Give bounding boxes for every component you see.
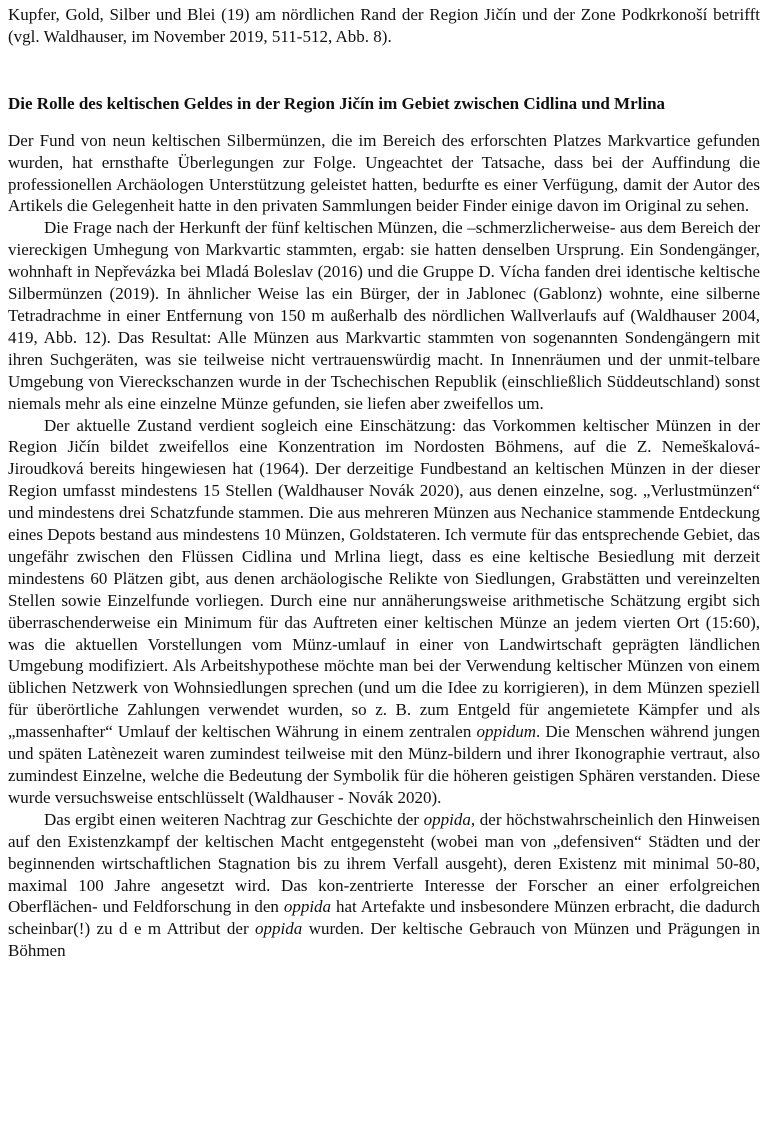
italic-term-oppida-3: oppida (255, 919, 303, 939)
paragraph-4-text-a: Das ergibt einen weiteren Nachtrag zur Geschichte der (44, 809, 419, 829)
body-paragraph-3 (8, 415, 760, 809)
intro-paragraph: Kupfer, Gold, Silber und Blei (19) am nördlichen Rand der Region Jičín und der Zone Podkrkonoší betrifft (vgl. Waldhauser, im November 2019, 511-512, Abb. 8). (8, 5, 760, 46)
italic-term-oppida-2: oppida (283, 897, 332, 917)
section-heading: Die Rolle des keltischen Geldes in der Region Jičín im Gebiet zwischen Cidlina und Mrlina (8, 93, 666, 113)
paragraph-4-text-c: hat Artefakte und insbesondere Münzen erbracht, die dadurch scheinbar(!) zu d e m Attribut der (8, 897, 760, 939)
body-paragraph-2: Die Frage nach der Herkunft der fünf keltischen Münzen, die –schmerzlicherweise- aus dem Bereich der viereckigen Umhegung von Markvartic stammten, ergab: sie hatten denselben Ursprung. Ein Sondengänger, wohnhaft in Nepřevázka bei Mladá Boleslav (2016) und die Gruppe D. Vícha fanden drei identische keltische Silbermünzen (2019). In ähnlicher Weise las ein Bürger, der in Jablonec (Gablonz) wohnte, eine silberne Tetradrachme in einer Entfernung von 150 m außerhalb des nördlichen Wallverlaufs auf (Waldhauser 2004, 419, Abb. 12). Das Resultat: Alle Münzen aus Markvartic stammten von sogenannten Sondengängern mit ihren Suchgeräten, was sie teilweise nicht vertrauenswürdig macht. In Innenräumen und der unmit-telbare Umgebung von Viereckschanzen wurde in der Tschechischen Republik (einschließlich Süddeutschland) sonst niemals mehr als eine einzelne Münze gefunden, sie liefen aber zweifellos um. (8, 218, 760, 413)
document-page (8, 4, 760, 962)
body-paragraph-4 (8, 809, 760, 962)
paragraph-3-text-a: Der aktuelle Zustand verdient sogleich eine Einschätzung: das Vorkommen keltischer Münzen in der Region Jičín bildet zweifellos eine Konzentration im Nordosten Böhmens, auf die Z. Nemeškalová-Jiroudková bereits hingewiesen hat (1964). Der derzeitige Fundbestand an keltischen Münzen in der dieser Region umfasst mindestens 15 Stellen (Waldhauser Novák 2020), aus denen einzelne, sog. „Verlustmünzen“ und mindestens drei Schatzfunde stammen. Die aus mehreren Münzen aus Nechanice stammende Entdeckung eines Depots bestand aus mindestens 10 Münzen, Goldstateren. Ich vermute für das entsprechende Gebiet, das ungefähr zwischen den Flüssen Cidlina und Mrlina liegt, dass es eine keltische Besiedlung mit derzeit mindestens 60 Plätzen gibt, aus denen archäologische Relikte von Siedlungen, Grabstätten und vereinzelten Stellen sowie Einzelfunde vorliegen. Durch eine nur annäherungsweise arithmetische Schätzung ergibt sich überraschenderweise ein Minimum für das Auftreten einer keltischen Münze an jedem vierten Ort (15:60), was die aktuellen Vorstellungen vom Münz-umlauf in einer von Landwirtschaft geprägten ländlichen Umgebung modifiziert. Als Arbeitshypothese möchte man bei der Verwendung keltischer Münzen von einem üblichen Netzwerk von Wohnsiedlungen sprechen (und um die Idee zu korrigieren), in dem Münzen speziell für überörtliche Zahlungen verwendet wurden, so z. B. zum Entgeld für angemietete Kämpfer und als „massenhafter“ Umlauf der keltischen Währung in einem zentralen (8, 415, 760, 742)
paragraph-4-text-d: wurden. Der keltische Gebrauch von Münzen und Prägungen in Böhmen (8, 919, 760, 961)
paragraph-3-text-b: . Die Menschen während jungen und späten Latènezeit waren zumindest teilweise mit den Münz-bildern und ihrer Ikonographie vertraut, also zumindest Einzelne, welche die Bedeutung der Symbolik für die höheren geistigen Sphären verstanden. Diese wurde versuchsweise entschlüsselt (Waldhauser - Novák 2020). (8, 722, 761, 807)
paragraph-4-text-b: , der höchstwahrscheinlich den Hinweisen auf den Existenzkampf der keltischen Macht entgegensteht (wobei man von „defensiven“ Städten und der beginnenden wirtschaftlichen Stagnation bis zu ihrem Verfall ausgeht), deren Existenz mit minimal 50-80, maximal 100 Jahre angesetzt wird. Das kon-zentrierte Interesse der Forscher an einer erfolgreichen Oberflächen- und Feldforschung in den (8, 809, 761, 917)
italic-term-oppida-1: oppida (423, 809, 471, 829)
body-paragraph-1: Der Fund von neun keltischen Silbermünzen, die im Bereich des erforschten Platzes Markvartice gefunden wurden, hat ernsthafte Überlegungen zur Folge. Ungeachtet der Tatsache, dass bei der Auffindung die professionellen Archäologen Unterstützung geleistet hatten, bedurfte es einer Verfügung, damit der Autor des Artikels die Gelegenheit hatte in den privaten Sammlungen beider Finder einige davon im Original zu sehen. (8, 130, 760, 216)
italic-term-oppidum: oppidum (476, 722, 536, 742)
